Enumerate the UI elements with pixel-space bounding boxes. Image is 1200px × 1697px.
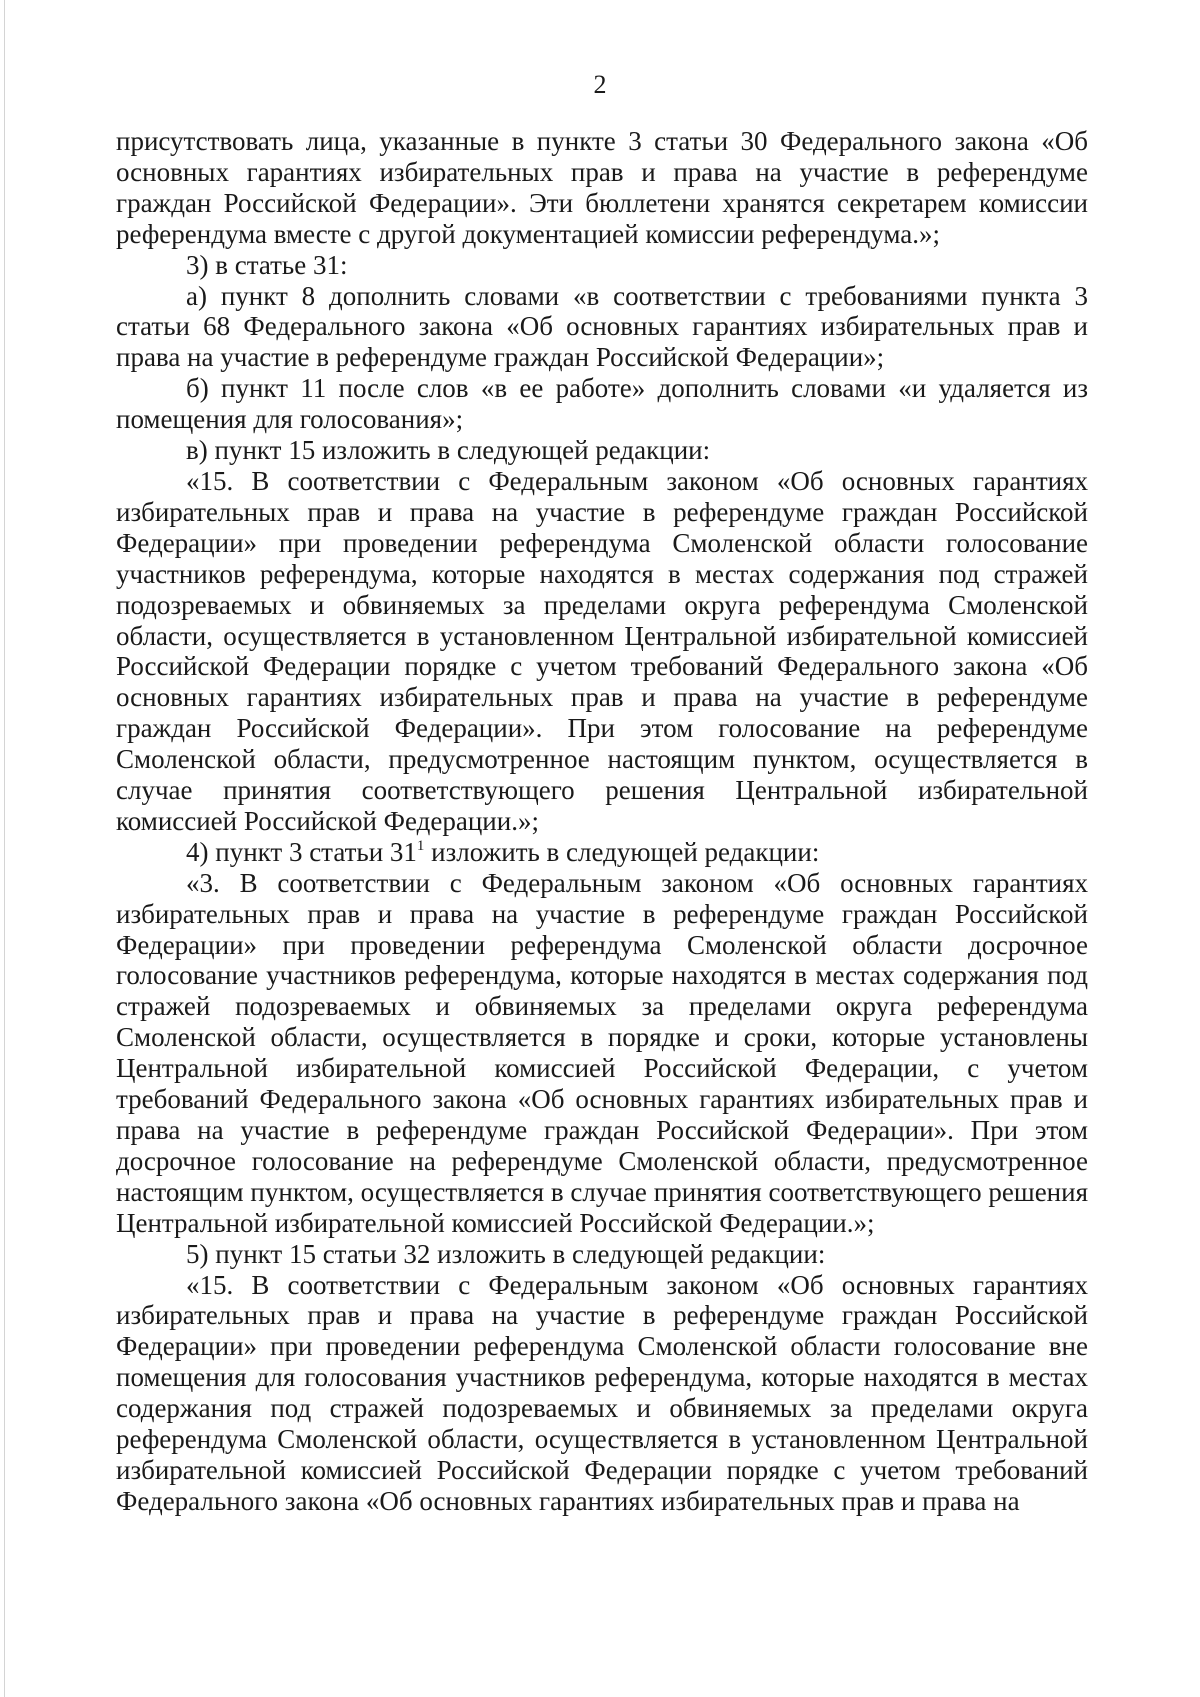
paragraph-quote-3: «3. В соответствии с Федеральным законом «Об основных гарантиях избирательных прав и права на участие в референдуме граждан Российской Федерации» при проведении референдума Смоленской области досрочное голосование участников референдума, которые находятся в местах содержания под стражей подозреваемых и обвиняемых за пределами округа референдума Смоленской области, осуществляется в порядке и сроки, которые установлены Центральной избирательной комиссией Российской Федерации, с учетом требований Федерального закона «Об основных гарантиях избирательных прав и права на участие в референдуме граждан Российской Федерации». При этом досрочное голосование на референдуме Смоленской области, предусмотренное настоящим пунктом, осуществляется в случае принятия соответствующего решения Центральной избирательной комиссией Российской Федерации.»; <box>116 867 1088 1238</box>
paragraph-item-5: 5) пункт 15 статьи 32 изложить в следующей редакции: <box>186 1238 826 1269</box>
page-number: 2 <box>593 70 607 99</box>
paragraph-item-3c: в) пункт 15 изложить в следующей редакции: <box>186 435 711 466</box>
paragraph-item-3a: а) пункт 8 дополнить словами «в соответствии с требованиями пункта 3 статьи 68 Федерального закона «Об основных гарантиях избирательных прав и права на участие в референдуме граждан Российской Федерации»; <box>116 280 1088 373</box>
paragraph-quote-15-art32: «15. В соответствии с Федеральным законом «Об основных гарантиях избирательных прав и права на участие в референдуме граждан Российской Федерации» при проведении референдума Смоленской области голосование вне помещения для голосования участников референдума, которые находятся в местах содержания под стражей подозреваемых и обвиняемых за пределами округа референдума Смоленской области, осуществляется в установленном Центральной избирательной комиссией Российской Федерации порядке с учетом требований Федерального закона «Об основных гарантиях избирательных прав и права на <box>116 1269 1088 1516</box>
paragraph-quote-15: «15. В соответствии с Федеральным законом «Об основных гарантиях избирательных прав и права на участие в референдуме граждан Российской Федерации» при проведении референдума Смоленской области голосование участников референдума, которые находятся в местах содержания под стражей подозреваемых и обвиняемых за пределами округа референдума Смоленской области, осуществляется в установленном Центральной избирательной комиссией Российской Федерации порядке с учетом требований Федерального закона «Об основных гарантиях избирательных прав и права на участие в референдуме граждан Российской Федерации». При этом голосование на референдуме Смоленской области, предусмотренное настоящим пунктом, осуществляется в случае принятия соответствующего решения Центральной избирательной комиссией Российской Федерации.»; <box>116 465 1088 836</box>
item-4-text-end: изложить в следующей редакции: <box>424 836 820 867</box>
superscript-index: 1 <box>416 837 425 854</box>
paragraph-item-4 <box>116 837 1088 868</box>
item-4-text: 4) пункт 3 статьи 31 <box>186 836 417 867</box>
paragraph-continuation: присутствовать лица, указанные в пункте 3 статьи 30 Федерального закона «Об основных гарантиях избирательных прав и права на участие в референдуме граждан Российской Федерации». Эти бюллетени хранятся секретарем комиссии референдума вместе с другой документацией комиссии референдума.»; <box>116 126 1088 249</box>
paragraph-item-3b: б) пункт 11 после слов «в ее работе» дополнить словами «и удаляется из помещения для голосования»; <box>116 373 1088 435</box>
scan-edge-line <box>4 0 5 1697</box>
paragraph-item-3: 3) в статье 31: <box>186 249 348 280</box>
document-body <box>116 126 1088 1517</box>
